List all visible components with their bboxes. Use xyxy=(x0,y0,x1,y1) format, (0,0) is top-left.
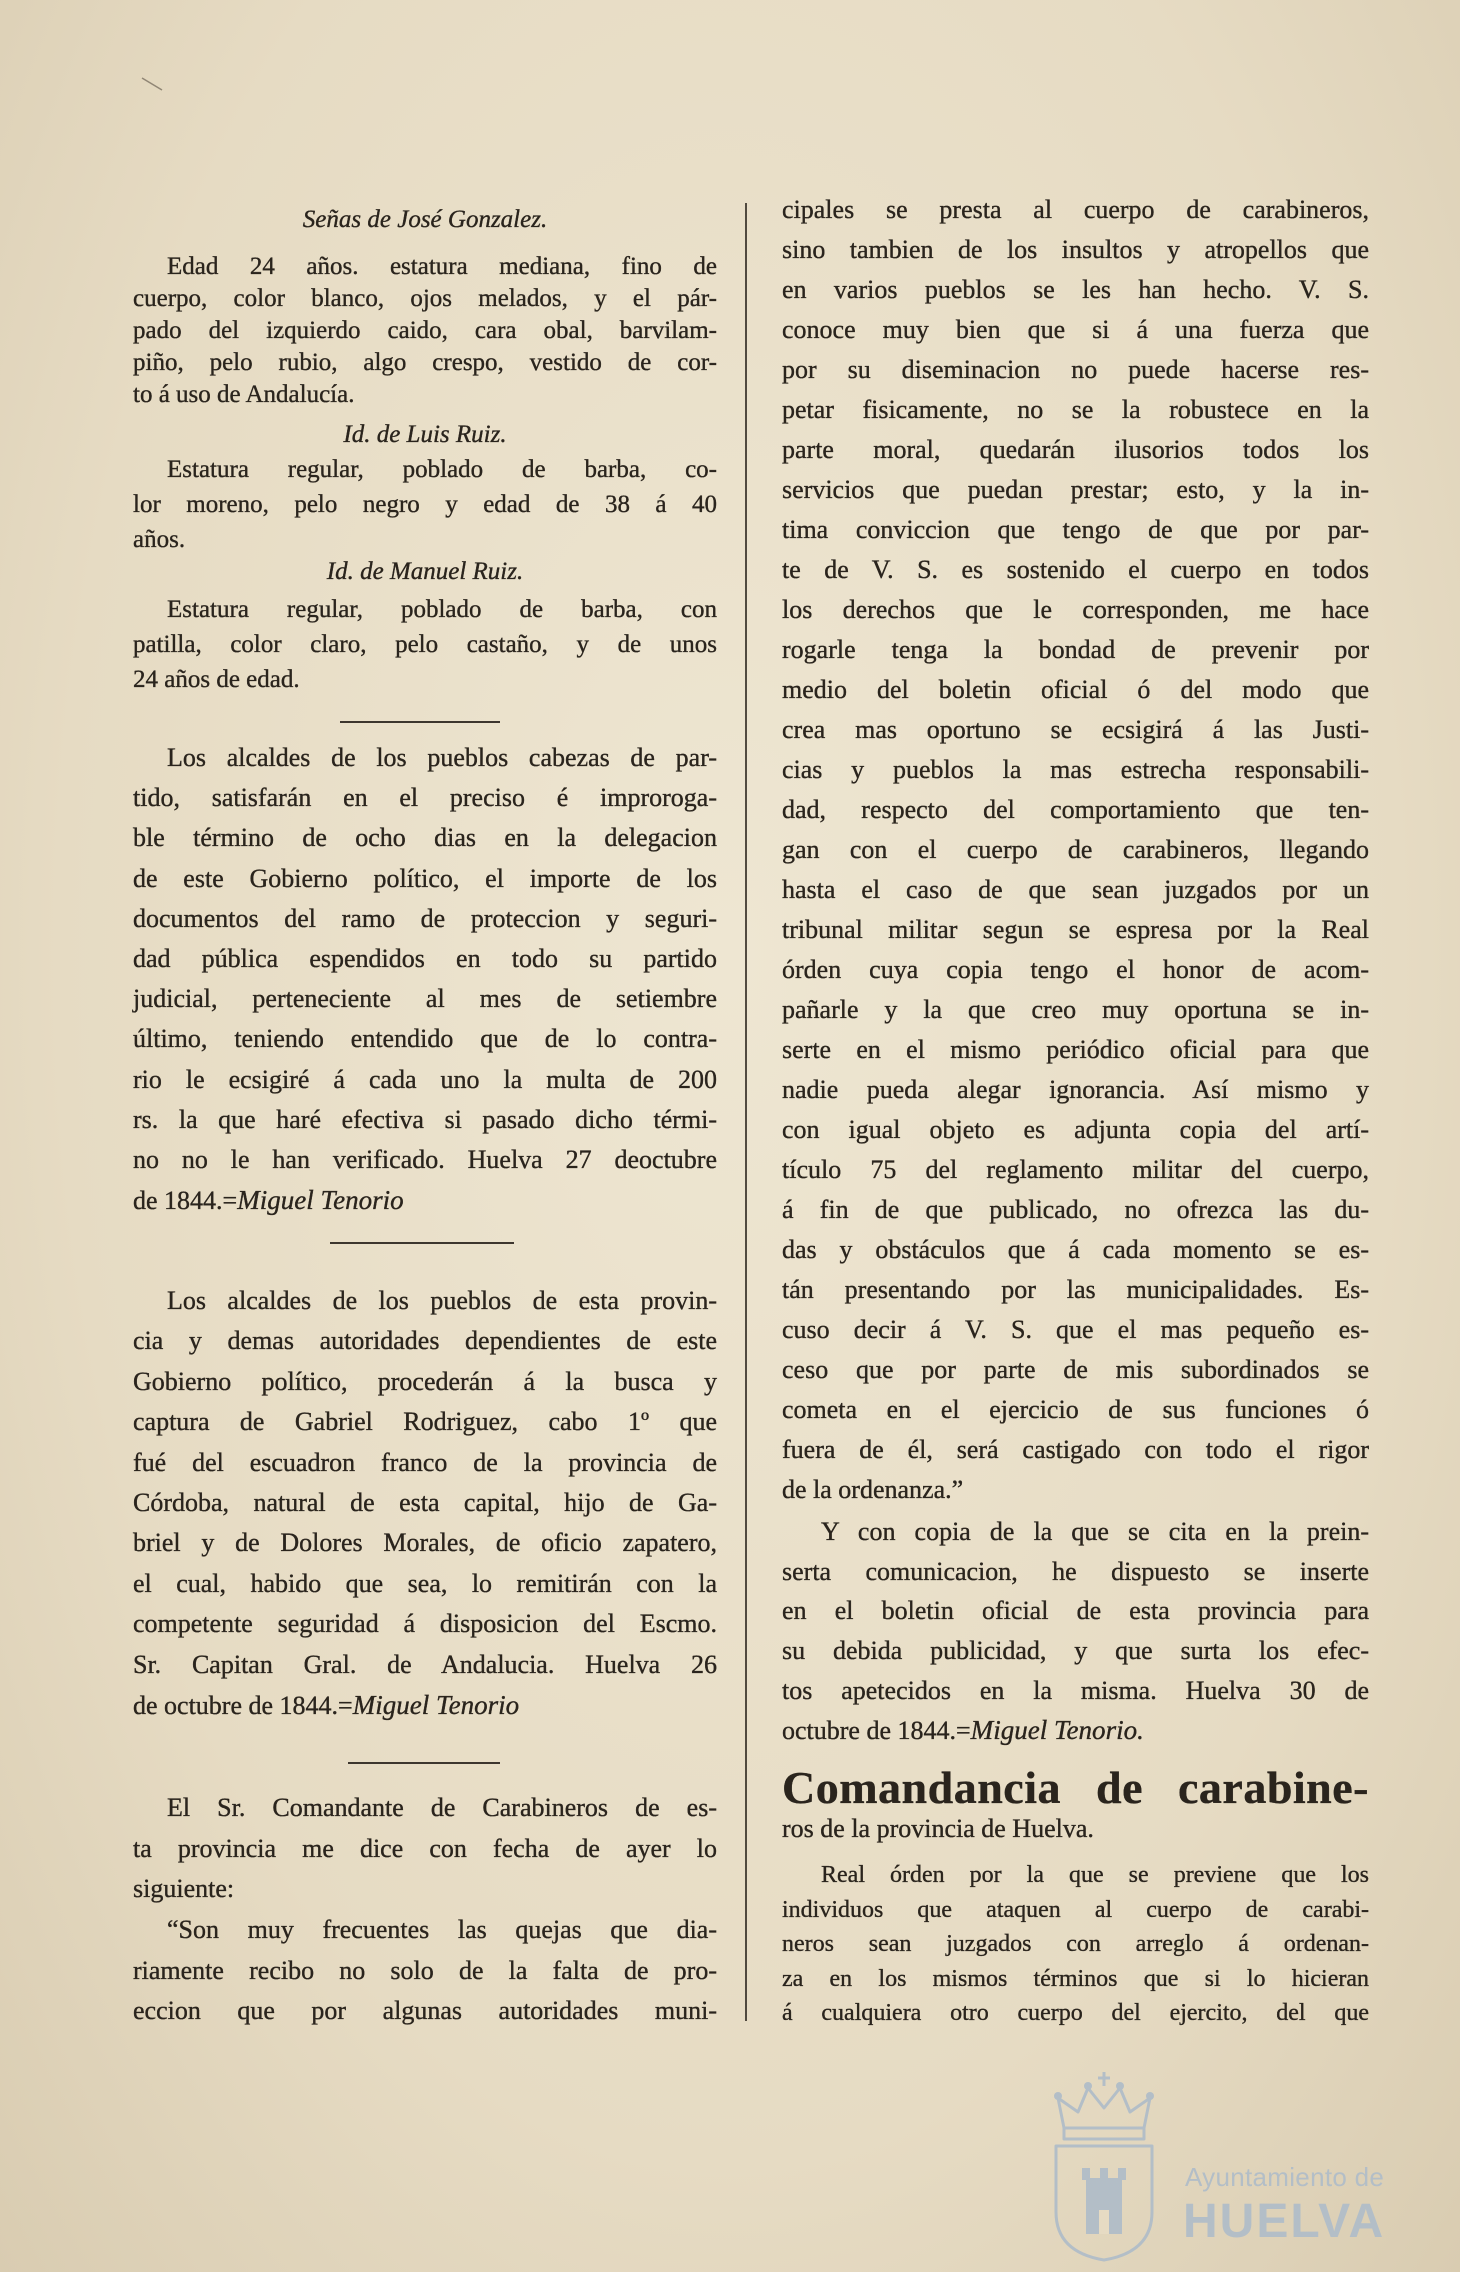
text-line: último, teniendo entendido que de lo contra- xyxy=(133,1024,717,1054)
text-line: ta provincia me dice con fecha de ayer lo xyxy=(133,1833,717,1863)
text-line: Estatura regular, poblado de barba, co- xyxy=(167,456,717,483)
text-line: briel y de Dolores Morales, de oficio zapatero, xyxy=(133,1528,717,1558)
heading-manuel-ruiz xyxy=(133,556,717,588)
text-line: pado del izquierdo caido, cara obal, barvilam- xyxy=(133,317,717,344)
text-line: Edad 24 años. estatura mediana, fino de xyxy=(167,253,717,280)
text-line: tido, satisfarán en el preciso é improroga- xyxy=(133,783,717,813)
text-line: serte en el mismo periódico oficial para que xyxy=(782,1035,1369,1064)
text-line xyxy=(782,1711,1369,1751)
text-line: captura de Gabriel Rodriguez, cabo 1º que xyxy=(133,1407,717,1437)
text-line: ble término de ocho dias en la delegacion xyxy=(133,823,717,853)
text-line: cia y demas autoridades dependientes de este xyxy=(133,1326,717,1356)
text-line: órden cuya copia tengo el honor de acom- xyxy=(782,955,1369,984)
text-line: cias y pueblos la mas estrecha responsabili- xyxy=(782,755,1369,784)
text-line: tán presentando por las municipalidades. Es- xyxy=(782,1275,1369,1304)
text-line: serta comunicacion, he dispuesto se inserte xyxy=(782,1556,1369,1586)
text-line: los derechos que le corresponden, me hace xyxy=(782,595,1369,624)
section-divider xyxy=(340,721,500,723)
text-line: de la ordenanza.” xyxy=(782,1475,964,1504)
notice-captura-gabriel-rodriguez xyxy=(133,1281,717,1726)
watermark-line1: Ayuntamiento de xyxy=(1185,2162,1385,2192)
notice-carabineros-intro xyxy=(133,1788,717,1910)
section-divider xyxy=(348,1762,500,1764)
text-line: petar fisicamente, no se la robustece en la xyxy=(782,395,1369,424)
text-line: eccion que por algunas autoridades muni- xyxy=(133,1996,717,2025)
text-line: fuera de él, será castigado con todo el rigor xyxy=(782,1435,1369,1464)
text-line: lor moreno, pelo negro y edad de 38 á 40 xyxy=(133,491,717,518)
left-column xyxy=(133,0,717,2272)
text-line: sino tambien de los insultos y atropellos que xyxy=(782,235,1369,264)
text-line: Comandancia de carabine- xyxy=(782,1762,1369,1813)
text-line: tima conviccion que tengo de que por par- xyxy=(782,515,1369,544)
text-line: Gobierno político, procederán á la busca y xyxy=(133,1366,717,1396)
text-line: gan con el cuerpo de carabineros, llegando xyxy=(782,835,1369,864)
text-line: cuerpo, color blanco, ojos melados, y el pár- xyxy=(133,285,717,312)
text-line: 24 años de edad. xyxy=(133,666,300,693)
text-line: za en los mismos términos que si lo hicieran xyxy=(782,1965,1369,1992)
city-crest-icon xyxy=(1048,2070,1160,2262)
text-line: Y con copia de la que se cita en la prein- xyxy=(821,1517,1369,1546)
text-line: en varios pueblos se les han hecho. V. S. xyxy=(782,275,1369,304)
text-line: Real órden por la que se previene que los xyxy=(821,1862,1369,1888)
section-divider xyxy=(330,1242,514,1244)
real-orden-paragraph xyxy=(782,1858,1369,2031)
text-line: rs. la que haré efectiva si pasado dicho térmi- xyxy=(133,1104,717,1134)
text-line: á fin de que publicado, no ofrezca las du- xyxy=(782,1195,1369,1224)
text-line: individuos que ataquen al cuerpo de carabi- xyxy=(782,1896,1369,1923)
text-line: piño, pelo rubio, algo crespo, vestido de cor- xyxy=(133,349,717,376)
text-line: cipales se presta al cuerpo de carabineros, xyxy=(782,195,1369,224)
text-line: to á uso de Andalucía. xyxy=(133,381,355,408)
text-line: Estatura regular, poblado de barba, con xyxy=(167,596,717,623)
text-line: Señas de José Gonzalez. xyxy=(302,206,548,233)
text-line: rogarle tenga la bondad de prevenir por xyxy=(782,635,1369,664)
heading-senas-jose-gonzalez xyxy=(133,203,717,236)
heading-luis-ruiz xyxy=(133,419,717,451)
text-line: Sr. Capitan Gral. de Andalucia. Huelva 26 xyxy=(133,1649,717,1679)
text-line: tribunal militar segun se espresa por la Real xyxy=(782,915,1369,944)
text-line: medio del boletin oficial ó del modo que xyxy=(782,675,1369,704)
text-line: nadie pueda alegar ignorancia. Así mismo y xyxy=(782,1075,1369,1104)
text-line: hasta el caso de que sean juzgados por un xyxy=(782,875,1369,904)
text-line: documentos del ramo de proteccion y seguri- xyxy=(133,903,717,933)
paragraph-manuel-ruiz xyxy=(133,592,717,697)
text-line: El Sr. Comandante de Carabineros de es- xyxy=(167,1793,717,1822)
signature: Miguel Tenorio xyxy=(237,1185,404,1216)
line-text: octubre de 1844.= xyxy=(782,1715,971,1745)
text-line: ros de la provincia de Huelva. xyxy=(782,1814,1094,1843)
text-line: parte moral, quedarán ilusorios todos los xyxy=(782,435,1369,464)
paragraph-senas-jose-gonzalez xyxy=(133,251,717,411)
text-line: de este Gobierno político, el importe de los xyxy=(133,863,717,893)
text-line: cometa en el ejercicio de sus funciones ó xyxy=(782,1395,1369,1424)
text-line: crea mas oportuno se ecsigirá á las Justi- xyxy=(782,715,1369,744)
text-line: dad pública espendidos en todo su partido xyxy=(133,944,717,974)
text-line: á cualquiera otro cuerpo del ejercito, del que xyxy=(782,2000,1369,2026)
text-line xyxy=(133,1180,717,1221)
text-line: años. xyxy=(133,526,186,553)
text-line: rio le ecsigiré á cada uno la multa de 200 xyxy=(133,1064,717,1094)
text-line: por su diseminacion no puede hacerse res- xyxy=(782,355,1369,384)
signature: Miguel Tenorio xyxy=(352,1690,520,1721)
text-line: tículo 75 del reglamento militar del cuerpo, xyxy=(782,1155,1369,1184)
section-subtitle xyxy=(782,1811,1369,1847)
text-line: Los alcaldes de los pueblos cabezas de par- xyxy=(167,743,717,772)
text-line: te de V. S. es sostenido el cuerpo en todos xyxy=(782,555,1369,584)
text-line: servicios que puedan prestar; esto, y la in- xyxy=(782,475,1369,504)
notice-documentos-proteccion xyxy=(133,738,717,1221)
text-line: Los alcaldes de los pueblos de esta provin- xyxy=(167,1286,717,1315)
text-line: cuso decir á V. S. que el mas pequeño es- xyxy=(782,1315,1369,1344)
text-line: no no le han verificado. Huelva 27 deoctubre xyxy=(133,1145,717,1175)
text-line: conoce muy bien que si á una fuerza que xyxy=(782,315,1369,344)
text-line: patilla, color claro, pelo castaño, y de unos xyxy=(133,631,717,658)
quoted-communication-continuation xyxy=(782,190,1369,1510)
text-line: dad, respecto del comportamiento que ten- xyxy=(782,795,1369,824)
column-rule xyxy=(745,203,747,2021)
text-line: en el boletin oficial de esta provincia para xyxy=(782,1596,1369,1626)
text-line: tos apetecidos en la misma. Huelva 30 de xyxy=(782,1675,1369,1705)
text-line: con igual objeto es adjunta copia del artí- xyxy=(782,1115,1369,1144)
paragraph-luis-ruiz xyxy=(133,452,717,557)
text-line: siguiente: xyxy=(133,1874,235,1903)
text-line: el cual, habido que sea, lo remitirán con la xyxy=(133,1568,717,1598)
text-line xyxy=(133,1685,717,1726)
publication-order xyxy=(782,1512,1369,1750)
text-line: das y obstáculos que á cada momento se es- xyxy=(782,1235,1369,1264)
text-line: Córdoba, natural de esta capital, hijo de Ga- xyxy=(133,1488,717,1518)
quoted-communication-start xyxy=(133,1910,717,2032)
text-line: riamente recibo no solo de la falta de pro- xyxy=(133,1955,717,1985)
section-title-comandancia xyxy=(782,1762,1369,1814)
text-line: fué del escuadron franco de la provincia de xyxy=(133,1447,717,1477)
text-line: judicial, perteneciente al mes de setiembre xyxy=(133,984,717,1014)
text-line: Id. de Luis Ruiz. xyxy=(343,421,507,448)
text-line: pañarle y la que creo muy oportuna se in- xyxy=(782,995,1369,1024)
line-text: de 1844.= xyxy=(133,1186,238,1216)
watermark xyxy=(1048,2070,1398,2265)
line-text: de octubre de 1844.= xyxy=(133,1691,353,1721)
text-line: su debida publicidad, y que surta los efec- xyxy=(782,1636,1369,1666)
right-column xyxy=(782,0,1369,2272)
text-line: Id. de Manuel Ruiz. xyxy=(326,558,524,585)
text-line: ceso que por parte de mis subordinados se xyxy=(782,1355,1369,1384)
signature: Miguel Tenorio. xyxy=(970,1714,1144,1745)
text-line: “Son muy frecuentes las quejas que dia- xyxy=(167,1915,717,1944)
text-line: neros sean juzgados con arreglo á ordenan- xyxy=(782,1931,1369,1957)
watermark-line2: HUELVA xyxy=(1183,2195,1386,2248)
text-line: competente seguridad á disposicion del Escmo. xyxy=(133,1609,717,1639)
